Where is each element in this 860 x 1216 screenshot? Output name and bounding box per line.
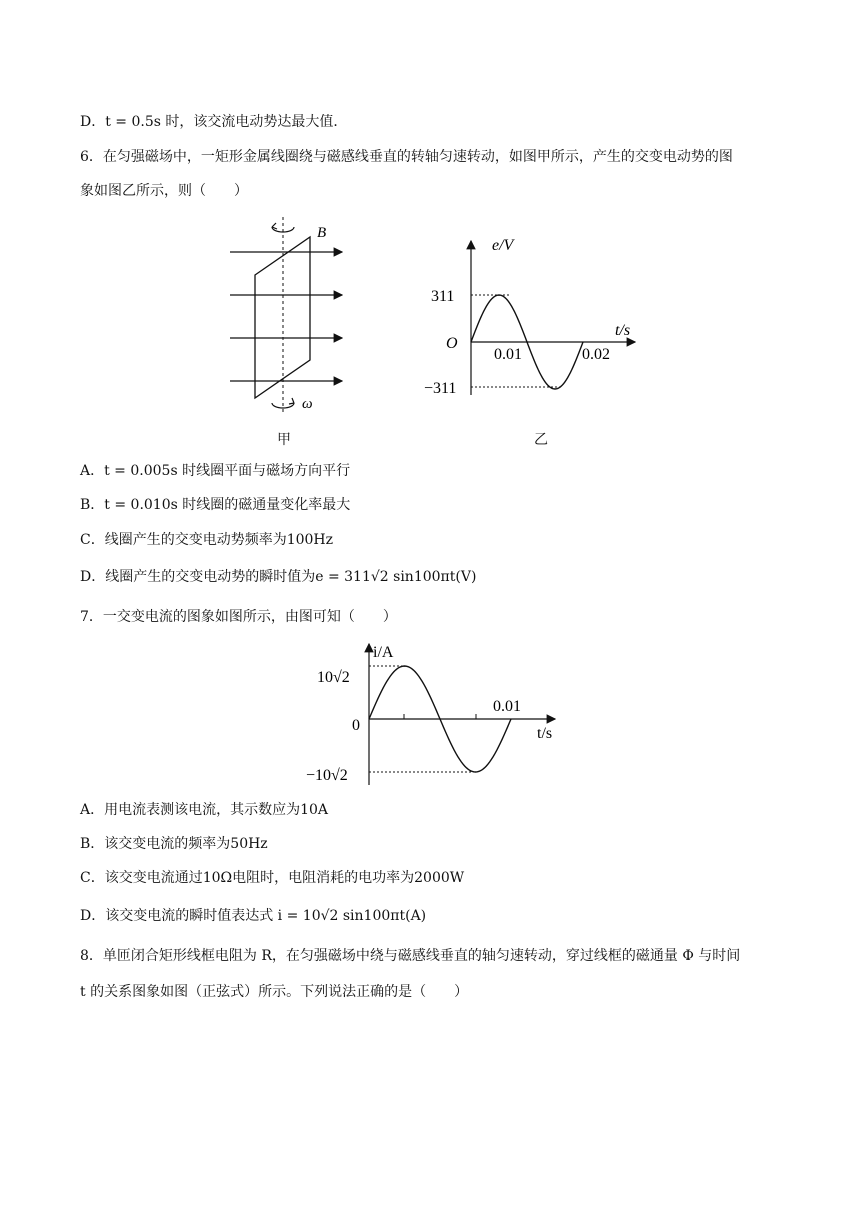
- caption-jia: 甲: [277, 432, 291, 448]
- caption-yi: 乙: [534, 432, 548, 448]
- field-label-b: B: [317, 225, 327, 241]
- q7-option-a: A．用电流表测该电流，其示数应为10A: [80, 802, 329, 818]
- x-axis-label: t/s: [615, 322, 631, 339]
- q5-option-d: D．t = 0.5s 时，该交流电动势达最大值．: [80, 114, 348, 130]
- y-axis-label: e/V: [492, 237, 514, 254]
- coil-diagram: [220, 215, 360, 415]
- omega-label: ω: [302, 396, 313, 412]
- y-min-label: −10√2: [306, 767, 348, 784]
- q8-stem-line2: t 的关系图象如图（正弦式）所示。下列说法正确的是（ ）: [80, 984, 469, 1000]
- y-min-label: −311: [424, 380, 457, 397]
- origin-label: O: [446, 335, 458, 352]
- q6-option-a: A．t = 0.005s 时线圈平面与磁场方向平行: [80, 463, 351, 479]
- y-axis-label: i/A: [373, 644, 394, 661]
- q6-option-b: B．t = 0.010s 时线圈的磁通量变化率最大: [80, 497, 351, 513]
- y-max-label: 10√2: [317, 669, 350, 686]
- q6-option-c: C．线圈产生的交变电动势频率为100Hz: [80, 532, 334, 548]
- q8-stem-line1: 8．单匝闭合矩形线框电阻为 R，在匀强磁场中绕与磁感线垂直的轴匀速转动，穿过线框的磁通量 Φ 与时间: [80, 948, 741, 964]
- x-tick-label-1: 0.01: [494, 346, 522, 363]
- q7-option-b: B．该交变电流的频率为50Hz: [80, 836, 268, 852]
- x-tick-label: 0.01: [493, 698, 521, 715]
- current-graph: [300, 640, 570, 790]
- q6-option-d: D．线圈产生的交变电动势的瞬时值为e = 311√2 sin100πt(V): [80, 569, 477, 585]
- q7-option-d: D．该交变电流的瞬时值表达式 i = 10√2 sin100πt(A): [80, 908, 427, 924]
- origin-label: 0: [352, 717, 360, 734]
- x-axis-label: t/s: [537, 725, 553, 742]
- q6-stem-line2: 象如图乙所示，则（ ）: [80, 183, 248, 199]
- y-max-label: 311: [431, 288, 455, 305]
- q7-option-c: C．该交变电流通过10Ω电阻时，电阻消耗的电功率为2000W: [80, 870, 465, 886]
- q6-stem-line1: 6．在匀强磁场中，一矩形金属线圈绕与磁感线垂直的转轴匀速转动，如图甲所示，产生的交变电动势的图: [80, 149, 733, 165]
- q7-stem: 7．一交变电流的图象如图所示，由图可知（ ）: [80, 609, 397, 625]
- emf-graph: [415, 235, 645, 405]
- x-tick-label-2: 0.02: [582, 346, 610, 363]
